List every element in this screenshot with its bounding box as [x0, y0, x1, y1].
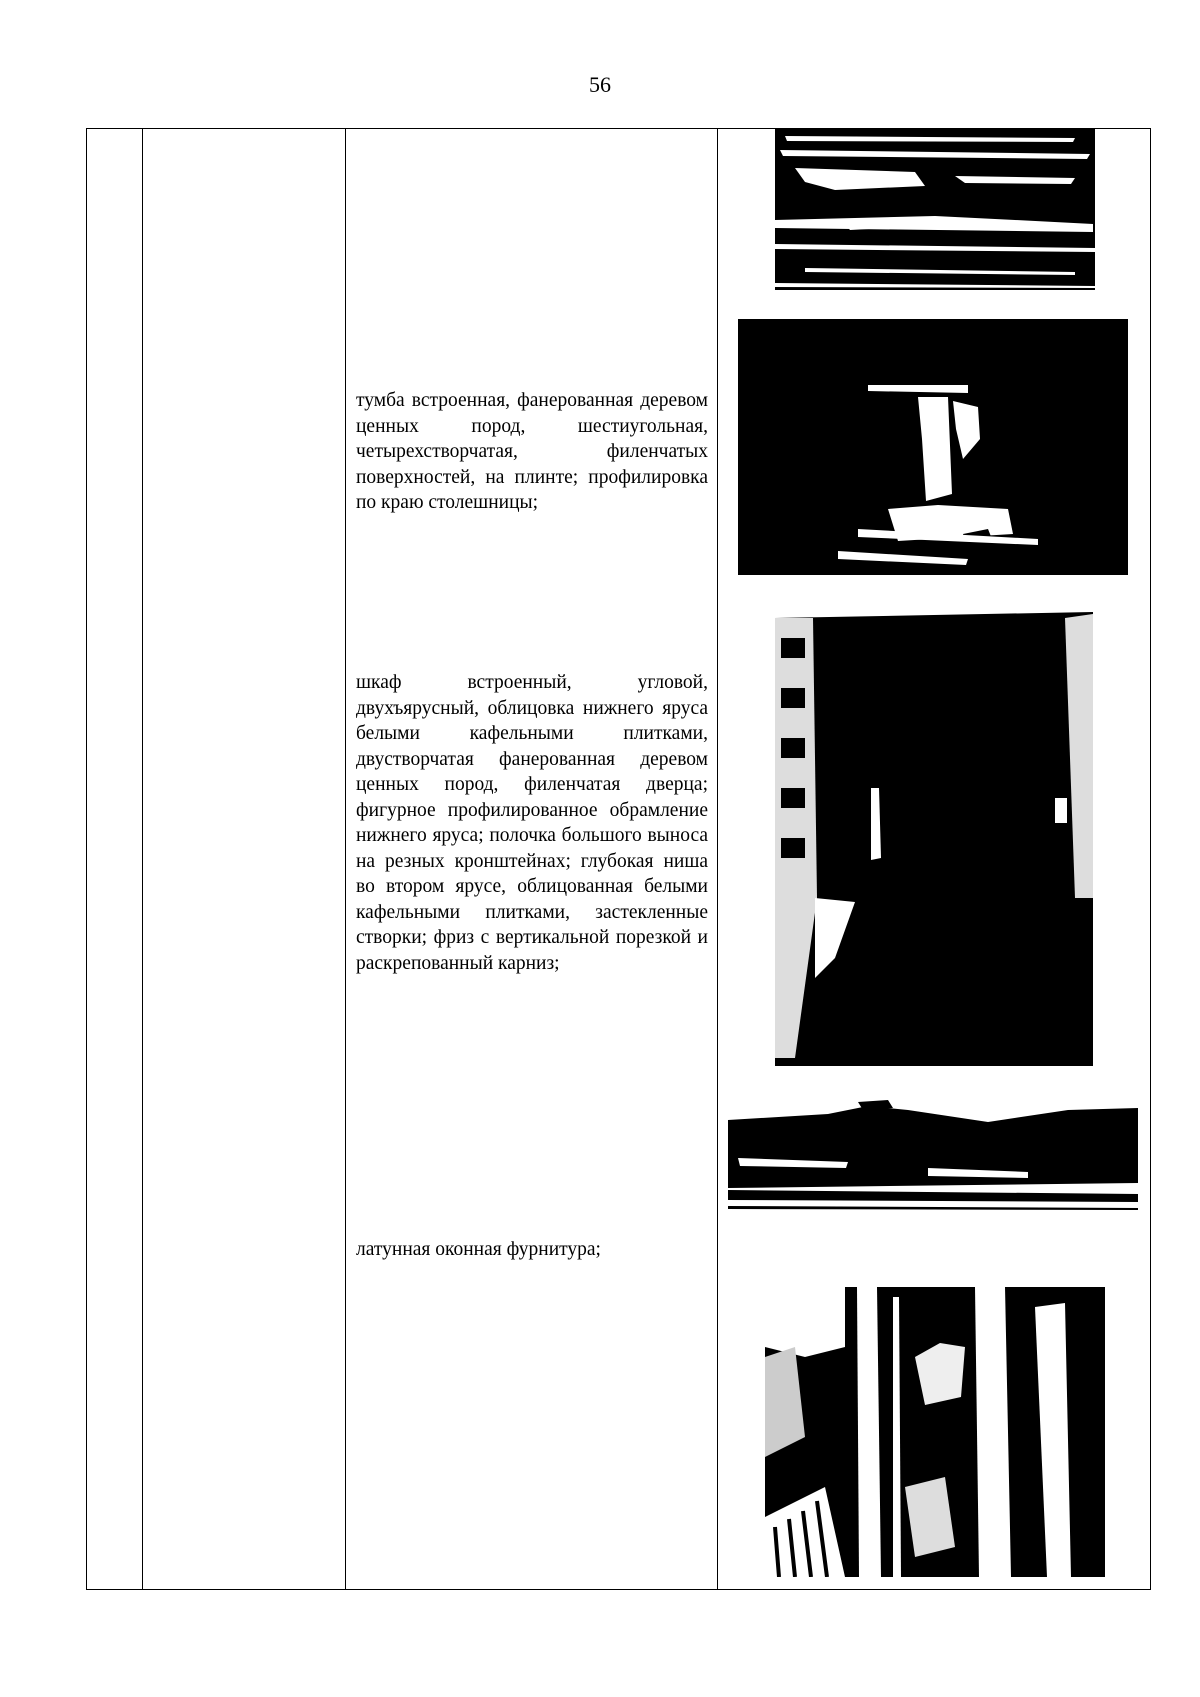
item-description-window-hardware: латунная оконная фурнитура; — [356, 1239, 601, 1260]
photo-cabinet-stand — [738, 319, 1128, 575]
photo-cornice-detail — [775, 128, 1095, 290]
item-description-built-in-wardrobe: шкаф встроенный, угловой, двухъярусный, облицовка нижнего яруса белыми кафельными плитками, двустворчатая фанерованная деревом ценных пород, филенчатая дверца; фигурное профилированное обрамление нижнего яруса; полочка большого выноса на резных кронштейнах; глубокая ниша во втором ярусе, облицованная белыми кафельными плитками, застекленные створки; фриз с вертикальной порезкой и раскрепованный карниз; — [356, 672, 708, 974]
photo-built-in-wardrobe — [775, 598, 1093, 1066]
column-divider — [345, 129, 346, 1589]
photo-window-sill — [728, 1088, 1138, 1216]
page-number: 56 — [589, 72, 611, 97]
photo-window-hardware — [765, 1287, 1105, 1577]
item-description-cabinet-stand: тумба встроенная, фанерованная деревом ценных пород, шестиугольная, четырехстворчатая, филенчатых поверхностей, на плинте; профилировка по краю столешницы; — [356, 390, 708, 513]
column-divider — [142, 129, 143, 1589]
column-divider — [717, 129, 718, 1589]
